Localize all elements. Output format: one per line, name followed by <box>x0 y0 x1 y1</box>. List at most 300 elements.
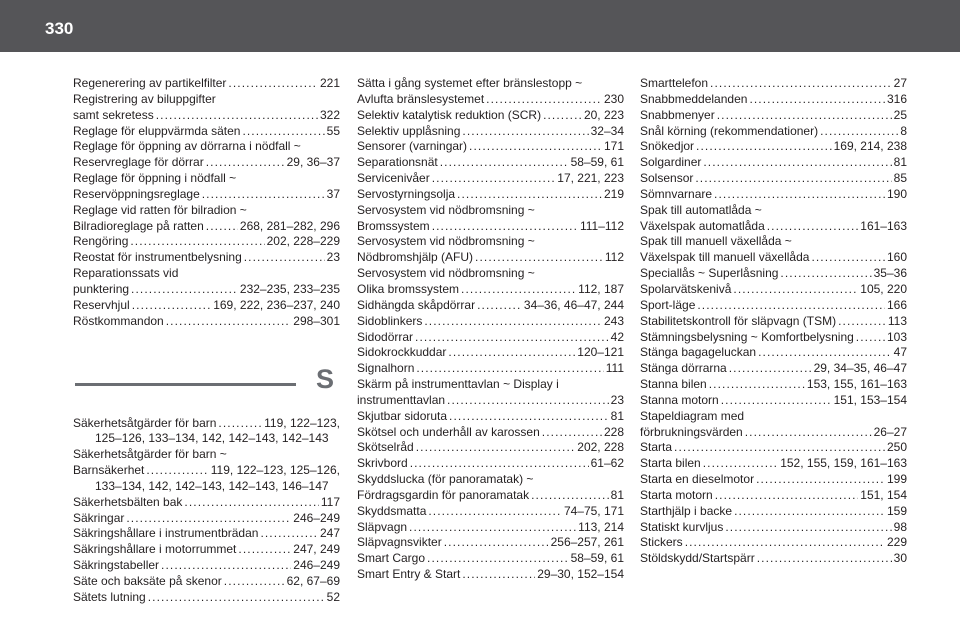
entry-label: Smarttelefon <box>640 76 709 90</box>
entry-pages: 23 <box>326 250 340 265</box>
section-divider <box>75 383 296 386</box>
entry-pages: 246–249 <box>293 510 340 525</box>
leader-dots <box>130 234 264 250</box>
entry-pages: 322 <box>319 107 340 122</box>
index-entry <box>73 416 340 432</box>
entry-pages: 247, 249 <box>293 542 340 557</box>
entry-label: förbrukningsvärden <box>640 424 743 439</box>
entry-pages: 190 <box>886 186 907 201</box>
index-entry <box>640 76 907 92</box>
entry-label: Sidhängda skåpdörrar <box>357 297 476 312</box>
index-entry <box>73 266 340 282</box>
index-entry <box>640 203 907 219</box>
index-entry <box>357 76 624 92</box>
entry-label: Olika bromssystem <box>357 281 460 296</box>
index-entry <box>357 520 624 536</box>
index-entry <box>640 504 907 520</box>
leader-dots <box>447 393 609 409</box>
leader-dots <box>717 108 892 124</box>
index-entry <box>357 393 624 409</box>
entry-label: Säkringstabeller <box>73 558 160 573</box>
leader-dots <box>734 504 885 520</box>
index-entry <box>357 108 624 124</box>
entry-label: Selektiv upplåsning <box>357 123 461 138</box>
leader-dots <box>131 282 238 298</box>
entry-label: Rengöring <box>73 234 129 249</box>
entry-pages: 27 <box>893 76 907 90</box>
index-entry <box>73 542 340 558</box>
index-entry <box>357 345 624 361</box>
entry-pages: 62, 67–69 <box>286 573 340 588</box>
entry-label: Barnsäkerhet <box>73 463 145 478</box>
entry-label: Starta <box>640 440 673 455</box>
entry-label: Sömnvarnare <box>640 186 713 201</box>
leader-dots <box>697 298 885 314</box>
leader-dots <box>715 488 859 504</box>
leader-dots <box>696 139 832 155</box>
leader-dots <box>725 520 891 536</box>
leader-dots <box>126 511 291 527</box>
index-entry <box>73 282 340 298</box>
entry-label: Snabbmeddelanden <box>640 91 748 106</box>
entry-label: Stanna bilen <box>640 377 707 392</box>
entry-pages: 169, 222, 236–237, 240 <box>213 297 340 312</box>
leader-dots <box>475 250 603 266</box>
entry-pages: 42 <box>610 329 624 344</box>
entry-pages: 120–121 <box>577 345 624 360</box>
entry-pages: 55 <box>326 123 340 138</box>
entry-pages: 117 <box>320 494 340 509</box>
entry-pages: 32–34 <box>590 123 624 138</box>
index-entry <box>640 250 907 266</box>
index-entry <box>357 504 624 520</box>
leader-dots <box>767 219 859 235</box>
entry-label: Bilradioreglage på ratten <box>73 218 204 233</box>
leader-dots <box>218 416 262 432</box>
entry-pages: 151, 153–154 <box>833 392 907 407</box>
index-entry <box>73 463 340 479</box>
entry-label: Säkringshållare i instrumentbrädan <box>73 526 259 541</box>
entry-label: Reglage för öppning i nödfall ~ <box>73 171 237 186</box>
entry-pages: 111 <box>605 361 624 376</box>
entry-label: Starthjälp i backe <box>640 503 733 518</box>
entry-pages: 58–59, 61 <box>570 155 624 170</box>
index-entry <box>357 361 624 377</box>
entry-label: Röstkommandon <box>73 313 164 328</box>
index-entry <box>357 219 624 235</box>
index-entry <box>73 558 340 574</box>
leader-dots <box>531 488 609 504</box>
entry-pages: 153, 155, 161–163 <box>806 377 907 392</box>
leader-dots <box>440 155 569 171</box>
entry-pages: 152, 155, 159, 161–163 <box>780 456 907 471</box>
entry-label: Starta bilen <box>640 456 701 471</box>
leader-dots <box>811 250 885 266</box>
index-entry <box>640 377 907 393</box>
entry-pages: 61–62 <box>590 456 624 471</box>
index-entry <box>73 234 340 250</box>
index-entry <box>73 171 340 187</box>
index-entry <box>357 488 624 504</box>
index-entry <box>640 345 907 361</box>
entry-pages: 250 <box>886 440 907 455</box>
entry-label: Skjutbar sidoruta <box>357 408 448 423</box>
entry-label: Släpvagn <box>357 519 408 534</box>
entry-label: Separationsnät <box>357 155 438 170</box>
entry-pages: 119, 122–123, 125–126, <box>210 463 340 478</box>
leader-dots <box>224 574 285 590</box>
entry-label: Spak till manuell växellåda ~ <box>640 234 792 249</box>
entry-label: Bromssystem <box>357 218 430 233</box>
entry-pages: 81 <box>610 408 624 423</box>
leader-dots <box>838 314 886 330</box>
section-heading <box>73 358 340 408</box>
index-entry <box>640 425 907 441</box>
leader-dots <box>721 393 832 409</box>
index-entry <box>640 440 907 456</box>
index-entry <box>357 250 624 266</box>
entry-pages: 298–301 <box>293 313 340 328</box>
index-entry <box>73 590 340 606</box>
entry-pages: 247 <box>319 526 340 541</box>
entry-pages: 202, 228 <box>577 440 624 455</box>
entry-label: Reglage vid ratten för bilradion ~ <box>73 202 247 217</box>
leader-dots <box>757 551 892 567</box>
entry-pages: 98 <box>893 519 907 534</box>
entry-pages: 113, 214 <box>578 519 624 534</box>
index-entry <box>73 447 340 463</box>
entry-label: Säkringshållare i motorrummet <box>73 542 237 557</box>
leader-dots <box>449 409 609 425</box>
entry-pages: 230 <box>603 91 624 106</box>
index-entry <box>357 409 624 425</box>
entry-pages: 29–30, 152–154 <box>537 567 624 582</box>
entry-pages: 20, 223 <box>583 107 624 122</box>
entry-label: Sidokrockkuddar <box>357 345 447 360</box>
index-entry <box>640 456 907 472</box>
entry-label: Släpvagnsvikter <box>357 535 442 550</box>
index-entry <box>73 479 340 495</box>
entry-label: Spolarvätskenivå <box>640 281 732 296</box>
leader-dots <box>709 377 805 393</box>
entry-label: instrumenttavlan <box>357 392 446 407</box>
entry-label: Växelspak automatlåda <box>640 218 765 233</box>
entry-pages: 268, 281–282, 296 <box>239 218 340 233</box>
entry-label: Servosystem vid nödbromsning ~ <box>357 202 535 217</box>
entry-pages: 243 <box>603 313 624 328</box>
index-entry <box>640 393 907 409</box>
leader-dots <box>228 76 318 92</box>
leader-dots <box>462 567 535 583</box>
index-entry <box>73 139 340 155</box>
index-entry <box>640 488 907 504</box>
index-entry <box>357 187 624 203</box>
entry-label: 125–126, 133–134, 142, 142–143, 142–143 <box>95 431 329 446</box>
index-entry <box>357 330 624 346</box>
entry-label: Statiskt kurvljus <box>640 519 724 534</box>
leader-dots <box>416 361 603 377</box>
leader-dots <box>432 171 556 187</box>
entry-pages: 25 <box>893 107 907 122</box>
leader-dots <box>409 520 576 536</box>
leader-dots <box>444 535 549 551</box>
leader-dots <box>242 124 324 140</box>
leader-dots <box>729 361 812 377</box>
entry-pages: 199 <box>886 472 907 487</box>
entry-pages: 161–163 <box>860 218 907 233</box>
index-column-2 <box>357 76 624 583</box>
leader-dots <box>156 108 318 124</box>
index-entry <box>73 574 340 590</box>
index-entry <box>73 314 340 330</box>
leader-dots <box>542 425 602 441</box>
entry-label: Stapeldiagram med <box>640 408 745 423</box>
entry-pages: 29, 34–35, 46–47 <box>813 361 907 376</box>
leader-dots <box>469 139 602 155</box>
index-entry <box>357 124 624 140</box>
entry-label: samt sekretess <box>73 107 154 122</box>
entry-pages: 316 <box>886 91 907 106</box>
entry-label: Regenerering av partikelfilter <box>73 76 227 90</box>
entry-label: Snabbmenyer <box>640 107 715 122</box>
entry-pages: 112, 187 <box>578 281 624 296</box>
entry-label: Nödbromshjälp (AFU) <box>357 250 474 265</box>
index-entry <box>640 219 907 235</box>
entry-pages: 74–75, 171 <box>563 503 624 518</box>
entry-label: Stänga bagageluckan <box>640 345 757 360</box>
entry-pages: 119, 122–123, <box>264 415 340 430</box>
leader-dots <box>758 345 892 361</box>
entry-label: Reservöppningsreglage <box>73 186 200 201</box>
entry-label: Reostat för instrumentbelysning <box>73 250 242 265</box>
entry-label: Servosystem vid nödbromsning ~ <box>357 234 535 249</box>
index-list-s-part3 <box>640 76 907 567</box>
entry-pages: 219 <box>603 186 624 201</box>
entry-pages: 159 <box>886 503 907 518</box>
leader-dots <box>424 314 602 330</box>
entry-label: Spak till automatlåda ~ <box>640 202 762 217</box>
entry-label: Skyddslucka (för panoramatak) ~ <box>357 472 534 487</box>
leader-dots <box>756 472 885 488</box>
entry-label: Stämningsbelysning ~ Komfortbelysning <box>640 329 854 344</box>
index-column-1 <box>73 76 340 606</box>
entry-label: Sätta i gång systemet efter bränslestopp ~ <box>357 76 583 90</box>
leader-dots <box>820 124 898 140</box>
entry-label: Stöldskydd/Startspärr <box>640 551 755 566</box>
entry-label: Signalhorn <box>357 361 415 376</box>
entry-label: Sätets lutning <box>73 589 146 604</box>
entry-pages: 26–27 <box>873 424 907 439</box>
entry-label: Reglage för öppning av dörrarna i nödfall ~ <box>73 139 301 154</box>
leader-dots <box>206 155 285 171</box>
leader-dots <box>710 76 892 92</box>
leader-dots <box>448 345 575 361</box>
leader-dots <box>457 187 602 203</box>
entry-label: Växelspak till manuell växellåda <box>640 250 810 265</box>
entry-label: Fördragsgardin för panoramatak <box>357 487 530 502</box>
leader-dots <box>146 463 208 479</box>
entry-pages: 113 <box>887 313 907 328</box>
entry-label: Selektiv katalytisk reduktion (SCR) <box>357 107 542 122</box>
index-entry <box>357 155 624 171</box>
index-entry <box>357 139 624 155</box>
entry-pages: 171 <box>603 139 624 154</box>
leader-dots <box>432 219 578 235</box>
leader-dots <box>543 108 582 124</box>
index-entry <box>357 551 624 567</box>
index-entry <box>640 551 907 567</box>
index-entry <box>640 155 907 171</box>
leader-dots <box>685 535 885 551</box>
section-letter: S <box>316 363 335 394</box>
entry-pages: 103 <box>886 329 907 344</box>
entry-pages: 34–36, 46–47, 244 <box>523 297 624 312</box>
entry-label: Starta motorn <box>640 487 713 502</box>
header-bar <box>0 0 960 52</box>
index-column-3 <box>640 76 907 567</box>
entry-pages: 17, 221, 223 <box>557 171 624 186</box>
index-entry <box>73 298 340 314</box>
entry-pages: 151, 154 <box>860 487 907 502</box>
entry-label: Reglage för eluppvärmda säten <box>73 123 241 138</box>
leader-dots <box>714 187 885 203</box>
entry-pages: 52 <box>326 589 340 604</box>
entry-label: Säkerhetsåtgärder för barn <box>73 415 217 430</box>
leader-dots <box>206 219 238 235</box>
entry-pages: 105, 220 <box>860 281 907 296</box>
entry-pages: 35–36 <box>873 266 907 281</box>
entry-label: Sidoblinkers <box>357 313 423 328</box>
index-entry <box>357 266 624 282</box>
entry-pages: 229 <box>886 535 907 550</box>
index-entry <box>357 203 624 219</box>
entry-label: Speciallås ~ Superlåsning <box>640 266 779 281</box>
entry-pages: 81 <box>610 487 624 502</box>
leader-dots <box>132 298 212 314</box>
index-entry <box>640 171 907 187</box>
entry-label: Säkringar <box>73 510 125 525</box>
leader-dots <box>148 590 325 606</box>
entry-label: Säte och baksäte på skenor <box>73 573 222 588</box>
index-entry <box>73 187 340 203</box>
entry-pages: 23 <box>610 392 624 407</box>
entry-label: Servosystem vid nödbromsning ~ <box>357 266 535 281</box>
entry-pages: 47 <box>893 345 907 360</box>
index-entry <box>357 425 624 441</box>
index-entry <box>640 472 907 488</box>
index-entry <box>73 92 340 108</box>
entry-label: Reparationssats vid <box>73 266 179 281</box>
index-entry <box>357 567 624 583</box>
leader-dots <box>856 330 885 346</box>
entry-label: Snökedjor <box>640 139 695 154</box>
leader-dots <box>166 314 292 330</box>
entry-label: 133–134, 142, 142–143, 142–143, 146–147 <box>95 478 329 493</box>
entry-label: Sport-läge <box>640 297 696 312</box>
entry-pages: 58–59, 61 <box>570 551 624 566</box>
index-entry <box>73 76 340 92</box>
entry-label: Stänga dörrarna <box>640 361 727 376</box>
entry-label: Registrering av biluppgifter <box>73 91 216 106</box>
index-entry <box>640 520 907 536</box>
entry-pages: 246–249 <box>293 558 340 573</box>
leader-dots <box>260 526 318 542</box>
entry-label: Säkerhetsåtgärder för barn ~ <box>73 447 227 462</box>
leader-dots <box>461 282 576 298</box>
index-entry <box>640 535 907 551</box>
index-entry <box>640 330 907 346</box>
entry-label: Servostyrningsolja <box>357 186 456 201</box>
index-entry <box>640 234 907 250</box>
index-entry <box>640 282 907 298</box>
index-entry <box>640 409 907 425</box>
index-entry <box>357 234 624 250</box>
entry-label: Sensorer (varningar) <box>357 139 468 154</box>
leader-dots <box>486 92 602 108</box>
leader-dots <box>184 495 318 511</box>
leader-dots <box>428 504 562 520</box>
index-entry <box>357 171 624 187</box>
index-entry <box>357 456 624 472</box>
index-entry <box>73 155 340 171</box>
index-entry <box>357 377 624 393</box>
entry-label: Solgardiner <box>640 155 702 170</box>
index-list-r <box>73 76 340 330</box>
entry-label: Starta en dieselmotor <box>640 472 755 487</box>
leader-dots <box>415 330 609 346</box>
index-entry <box>73 431 340 447</box>
entry-label: Stickers <box>640 535 683 550</box>
leader-dots <box>703 155 891 171</box>
entry-pages: 232–235, 233–235 <box>239 281 340 296</box>
entry-label: Reservhjul <box>73 297 130 312</box>
index-entry <box>640 361 907 377</box>
index-entry <box>73 526 340 542</box>
entry-pages: 29, 36–37 <box>286 155 340 170</box>
leader-dots <box>733 282 858 298</box>
leader-dots <box>462 124 588 140</box>
entry-label: Snål körning (rekommendationer) <box>640 123 819 138</box>
index-entry <box>73 219 340 235</box>
entry-pages: 37 <box>326 186 340 201</box>
leader-dots <box>202 187 325 203</box>
entry-pages: 81 <box>893 155 907 170</box>
index-entry <box>640 139 907 155</box>
index-entry <box>640 108 907 124</box>
entry-pages: 166 <box>886 297 907 312</box>
index-list-s-part2 <box>357 76 624 583</box>
index-entry <box>73 108 340 124</box>
leader-dots <box>477 298 522 314</box>
leader-dots <box>416 440 576 456</box>
entry-label: Smart Entry & Start <box>357 567 461 582</box>
index-entry <box>640 298 907 314</box>
entry-label: Skötselråd <box>357 440 414 455</box>
entry-label: Skrivbord <box>357 456 408 471</box>
entry-label: punktering <box>73 281 130 296</box>
index-entry <box>640 92 907 108</box>
leader-dots <box>695 171 891 187</box>
entry-pages: 228 <box>603 424 624 439</box>
leader-dots <box>161 558 291 574</box>
entry-label: Smart Cargo <box>357 551 426 566</box>
leader-dots <box>745 425 872 441</box>
entry-label: Reservreglage för dörrar <box>73 155 204 170</box>
index-entry <box>73 511 340 527</box>
index-entry <box>73 124 340 140</box>
entry-pages: 202, 228–229 <box>266 234 340 249</box>
leader-dots <box>703 456 779 472</box>
